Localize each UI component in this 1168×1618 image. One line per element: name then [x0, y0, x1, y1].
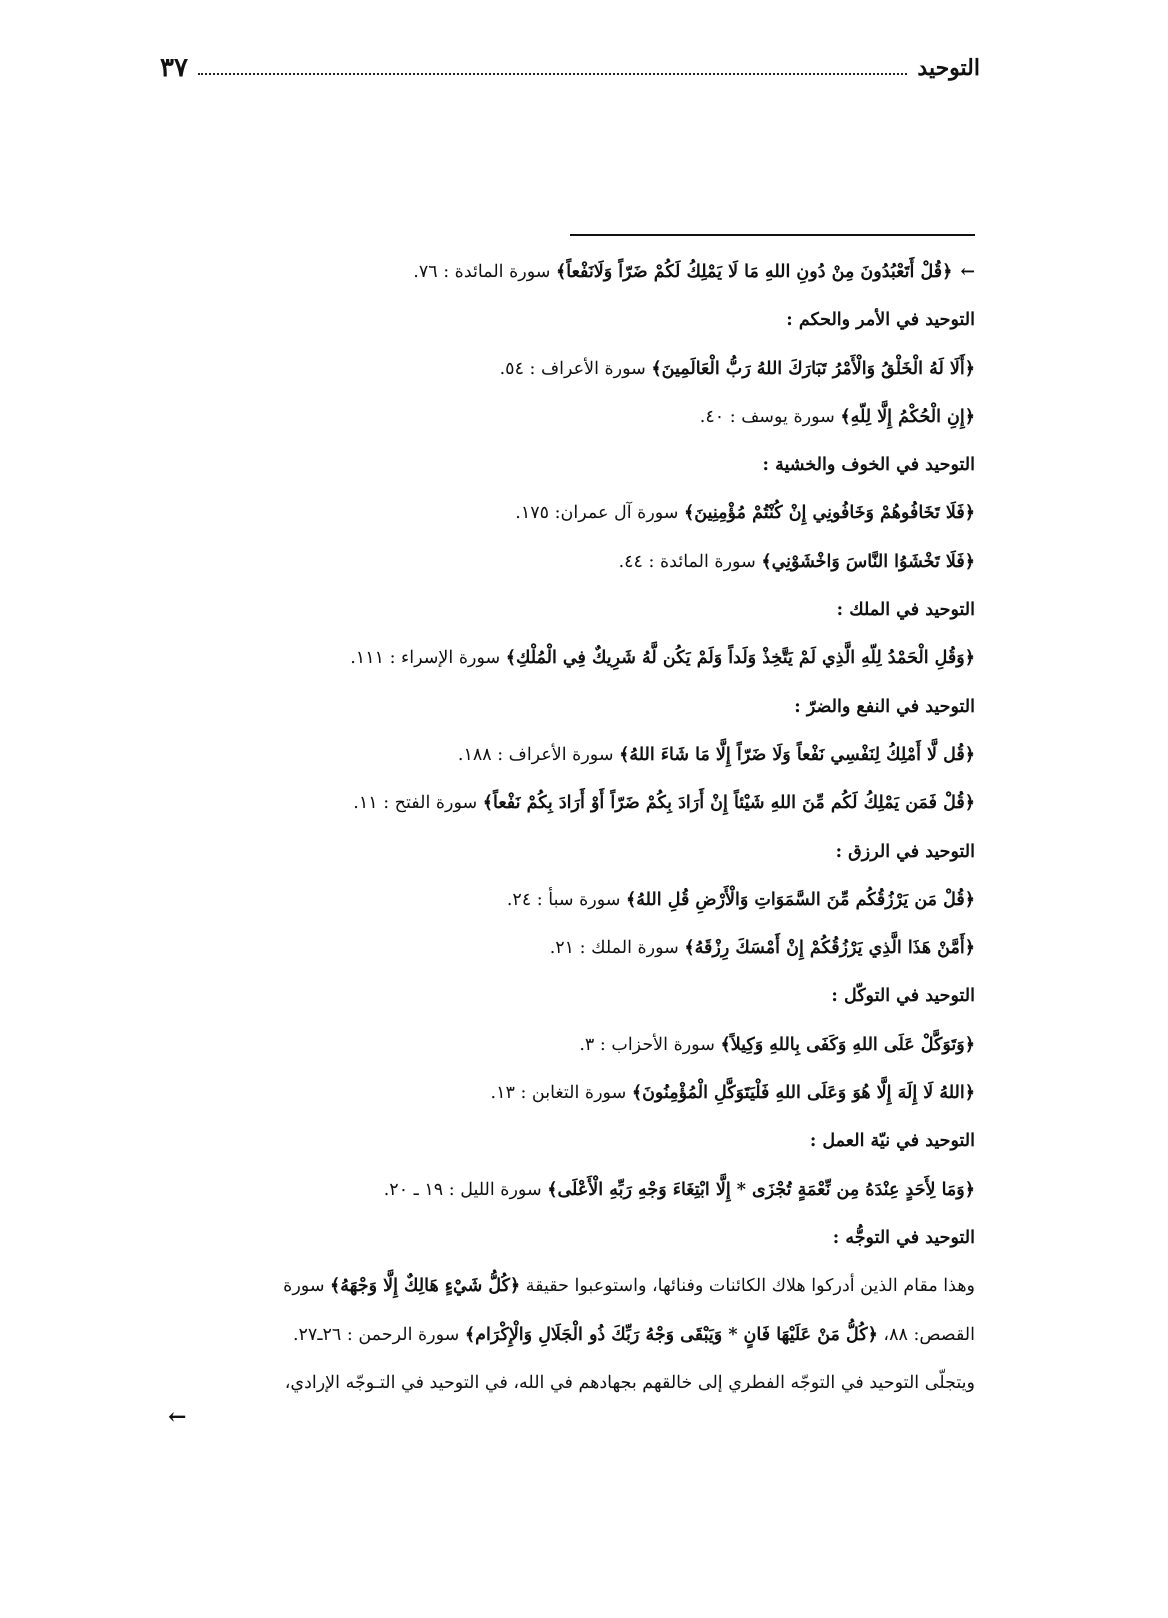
verse-line [160, 393, 975, 441]
verse-reference: سورة المائدة : ٤٤. [618, 551, 762, 572]
paragraph-line [160, 1359, 975, 1407]
section-heading: التوحيد في الملك : [836, 600, 975, 621]
verse-line [160, 538, 975, 586]
verse-quote: ﴿قُلْ أَتَعْبُدُونَ مِنْ دُونِ اللهِ مَا لَا يَمْلِكُ لَكُمْ ضَرّاً وَلَانَفْعاً﴾ [556, 262, 953, 282]
verse-line [160, 345, 975, 393]
verse-quote: ﴿فَلَا تَخْشَوُا النَّاسَ وَاخْشَوْنِي﴾ [761, 551, 975, 572]
page-body [160, 248, 975, 1407]
section-heading: التوحيد في التوكّل : [831, 986, 975, 1007]
verse-quote: ﴿قُل لَّا أَمْلِكُ لِنَفْسِي نَفْعاً وَلَا ضَرّاً إِلَّا مَا شَاءَ اللهُ﴾ [619, 744, 975, 765]
verse-reference: سورة الليل : ١٩ ـ ٢٠. [383, 1179, 548, 1200]
verse-reference: سورة الإسراء : ١١١. [350, 648, 506, 669]
verse-reference: سورة يوسف : ٤٠. [699, 406, 841, 427]
section-heading: التوحيد في النفع والضرّ : [794, 696, 975, 717]
verse-reference: سورة سبأ : ٢٤. [506, 889, 626, 910]
verse-line [160, 248, 975, 296]
verse-reference: سورة الأعراف : ٥٤. [499, 358, 652, 379]
verse-line [160, 1166, 975, 1214]
paragraph-line [160, 1311, 975, 1359]
next-page-arrow-icon: ← [168, 1404, 187, 1430]
verse-quote: ﴿وَمَا لِأَحَدٍ عِنْدَهُ مِن نِّعْمَةٍ تُجْزَى * إِلَّا ابْتِغَاءَ وَجْهِ رَبِّهِ الْأَعْلَى﴾ [547, 1179, 975, 1200]
section-heading: التوحيد في نيّة العمل : [809, 1131, 975, 1152]
verse-reference: سورة التغابن : ١٣. [490, 1083, 632, 1104]
continuation-arrow-icon: ← [960, 262, 975, 282]
verse-quote: ﴿فَلَا تَخَافُوهُمْ وَخَافُونِي إِنْ كُنْتُمْ مُؤْمِنِينَ﴾ [684, 503, 975, 524]
footnote-separator [570, 234, 975, 236]
verse-quote: ﴿إِنِ الْحُكْمُ إِلَّا لِلّهِ﴾ [840, 406, 975, 427]
paragraph-line [160, 1262, 975, 1310]
verse-line [160, 876, 975, 924]
verse-reference: سورة الملك : ٢١. [549, 938, 685, 959]
section-heading: التوحيد في الأمر والحكم : [786, 310, 975, 331]
section-heading: التوحيد في الرزق : [835, 841, 975, 862]
verse-reference: سورة المائدة : ٧٦. [413, 262, 556, 282]
verse-reference: سورة آل عمران: ١٧٥. [515, 503, 685, 524]
verse-quote: ﴿قُلْ فَمَن يَمْلِكُ لَكُم مِّنَ اللهِ شَيْئاً إِنْ أَرَادَ بِكُمْ ضَرّاً أَوْ أَرَادَ بِكُمْ نَفْعاً﴾ [482, 793, 975, 814]
page-header [160, 48, 980, 88]
paragraph-text: القصص: ٨٨، [877, 1324, 975, 1345]
section-heading: التوحيد في التوجُّه : [832, 1227, 975, 1248]
verse-quote: ﴿كُلُّ شَيْءٍ هَالِكٌ إِلَّا وَجْهَهُ﴾ [330, 1276, 521, 1297]
section-heading: التوحيد في الخوف والخشية : [762, 455, 975, 476]
verse-quote: ﴿أَلَا لَهُ الْخَلْقُ وَالْأَمْرُ تَبَارَكَ اللهُ رَبُّ الْعَالَمِينَ﴾ [651, 358, 975, 379]
verse-quote: ﴿وَتَوَكَّلْ عَلَى اللهِ وَكَفَى بِاللهِ وَكِيلاً﴾ [720, 1034, 975, 1055]
paragraph-tail: سورة [283, 1276, 331, 1297]
paragraph-tail: سورة الرحمن : ٢٦ـ٢٧. [292, 1324, 465, 1345]
verse-line [160, 1069, 975, 1117]
verse-quote: ﴿أَمَّنْ هَذَا الَّذِي يَرْزُقُكُمْ إِنْ أَمْسَكَ رِزْقَهُ﴾ [684, 938, 975, 959]
verse-line [160, 924, 975, 972]
verse-reference: سورة الأعراف : ١٨٨. [457, 744, 620, 765]
verse-line [160, 634, 975, 682]
verse-reference: سورة الفتح : ١١. [353, 793, 483, 814]
paragraph-text: وهذا مقام الذين أدركوا هلاك الكائنات وفنائها، واستوعبوا حقيقة [520, 1276, 975, 1297]
running-title: التوحيد [917, 55, 980, 81]
paragraph-text: ويتجلّى التوحيد في التوجّه الفطري إلى خالقهم بجهادهم في الله، في التوحيد في التـوجّه الإرادي، [284, 1372, 975, 1393]
verse-line [160, 1021, 975, 1069]
verse-quote: ﴿كُلُّ مَنْ عَلَيْهَا فَانٍ * وَيَبْقَى وَجْهُ رَبِّكَ ذُو الْجَلَالِ وَالْإِكْرَام﴾ [464, 1324, 878, 1345]
page-number: ٣٧ [160, 53, 188, 83]
dotted-leader [198, 73, 907, 75]
verse-line [160, 779, 975, 827]
verse-quote: ﴿وَقُلِ الْحَمْدُ لِلّهِ الَّذِي لَمْ يَتَّخِذْ وَلَداً وَلَمْ يَكُن لَّهُ شَرِيكٌ فِي الْمُلْكِ﴾ [505, 648, 975, 669]
verse-quote: ﴿قُلْ مَن يَرْزُقُكُم مِّنَ السَّمَوَاتِ وَالْأَرْضِ قُلِ اللهُ﴾ [625, 889, 975, 910]
verse-line [160, 731, 975, 779]
verse-reference: سورة الأحزاب : ٣. [579, 1034, 721, 1055]
verse-quote: ﴿اللهُ لَا إِلَهَ إِلَّا هُوَ وَعَلَى اللهِ فَلْيَتَوَكَّلِ الْمُؤْمِنُونَ﴾ [631, 1083, 975, 1104]
verse-line [160, 489, 975, 537]
